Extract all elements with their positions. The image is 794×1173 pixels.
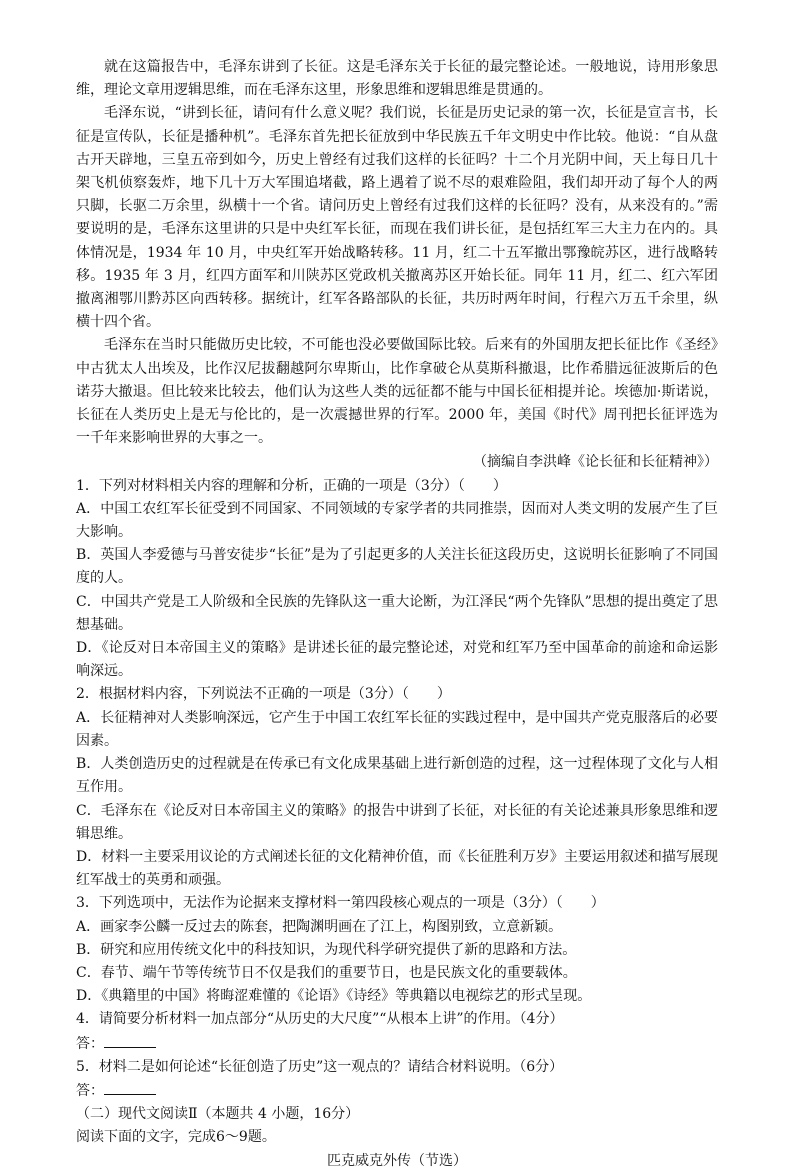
question-stem: 5．材料二是如何论述“长征创造了历史”这一观点的？请结合材料说明。（6分）: [76, 1058, 564, 1075]
document-page: [76, 56, 718, 1173]
question-stem: 1．下列对材料相关内容的理解和分析，正确的一项是（3分）（ ）: [76, 477, 507, 494]
option-a: A．画家李公麟一反过去的陈套，把陶渊明画在了江上，构图别致，立意新颖。: [76, 918, 563, 935]
option-d: D．《典籍里的中国》将晦涩难懂的《论语》《诗经》等典籍以电视综艺的形式呈现。: [76, 988, 592, 1005]
question-1: [76, 475, 718, 684]
option-c: C．中国共产党是工人阶级和全民族的先锋队这一重大论断，为江泽民“两个先锋队”思想的提出奠定了思想基础。: [76, 593, 718, 633]
answer-label: 答：: [76, 1082, 104, 1099]
question-stem: 3．下列选项中，无法作为论据来支撑材料一第四段核心观点的一项是（3分）（ ）: [76, 895, 605, 912]
answer-blank[interactable]: [104, 1032, 156, 1048]
option-c: C．毛泽东在《论反对日本帝国主义的策略》的报告中讲到了长征，对长征的有关论述兼具形象思维和逻辑思维。: [76, 802, 718, 842]
option-b: B．研究和应用传统文化中的科技知识，为现代科学研究提供了新的思路和方法。: [76, 941, 577, 958]
option-c: C．春节、端午节等传统节日不仅是我们的重要节日，也是民族文化的重要载体。: [76, 964, 577, 981]
question-2: [76, 683, 718, 892]
option-a: A．长征精神对人类影响深远，它产生于中国工农红军长征的实践过程中，是中国共产党克服落后的必要因素。: [76, 709, 718, 749]
question-4: [76, 1008, 718, 1055]
question-stem: 2．根据材料内容，下列说法不正确的一项是（3分）（ ）: [76, 686, 451, 703]
paragraph-3: 毛泽东在当时只能做历史比较，不可能也没必要做国际比较。后来有的外国朋友把长征比作《圣经》中古犹太人出埃及，比作汉尼拔翻越阿尔卑斯山，比作拿破仑从莫斯科撤退，比作希腊远征波斯后的色诺芬大撤退。但比较来比较去，他们认为这些人类的远征都不能与中国长征相提并论。埃德加·斯诺说，长征在人类历史上是无与伦比的，是一次震撼世界的行军。2000 年，美国《时代》周刊把长征评选为一千年来影响世界的大事之一。: [76, 337, 718, 447]
answer-line: [76, 1032, 718, 1056]
option-b: B．人类创造历史的过程就是在传承已有文化成果基础上进行新创造的过程，这一过程体现了文化与人相互作用。: [76, 756, 718, 796]
option-d: D．《论反对日本帝国主义的策略》是讲述长征的最完整论述，对党和红军乃至中国革命的前途和命运影响深远。: [76, 640, 718, 680]
reading-instruction: 阅读下面的文字，完成6～9题。: [76, 1129, 276, 1146]
section-heading: （二）现代文阅读Ⅱ（本题共 4 小题，16分）: [76, 1106, 360, 1123]
option-b: B．英国人李爱德与马普安徒步“长征”是为了引起更多的人关注长征这段历史，这说明长征影响了不同国度的人。: [76, 547, 718, 587]
answer-label: 答：: [76, 1035, 104, 1052]
question-5: [76, 1056, 718, 1103]
question-3: [76, 892, 718, 1008]
option-d: D．材料一主要采用议论的方式阐述长征的文化精神价值，而《长征胜利万岁》主要运用叙述和描写展现红军战士的英勇和顽强。: [76, 848, 718, 889]
option-a: A．中国工农红军长征受到不同国家、不同领域的专家学者的共同推崇，因而对人类文明的发展产生了巨大影响。: [76, 500, 718, 541]
paragraph-2: 毛泽东说，“讲到长征，请问有什么意义呢？我们说，长征是历史记录的第一次，长征是宣言书，长征是宣传队，长征是播种机”。毛泽东首先把长征放到中华民族五千年文明史中作比较。他说：“自从盘古开天辟地，三皇五帝到如今，历史上曾经有过我们这样的长征吗？十二个月光阴中间，天上每日几十架飞机侦察轰炸，地下几十万大军围追堵截，路上遇着了说不尽的艰难险阻，我们却开动了每个人的两只脚，长驱二万余里，纵横十一个省。请问历史上曾经有过我们这样的长征吗？没有，从来没有的。”需要说明的是，毛泽东这里讲的只是中央红军长征，而现在我们讲长征，是包括红军三大主力在内的。具体情况是，1934 年 10 月，中央红军开始战略转移。11 月，红二十五军撤出鄂豫皖苏区，进行战略转移。1935 年 3 月，红四方面军和川陕苏区党政机关撤离苏区开始长征。同年 11 月，红二、红六军团撤离湘鄂川黔苏区向西转移。据统计，红军各路部队的长征，共历时两年时间，行程六万五千余里，纵横十四个省。: [76, 105, 718, 331]
source-citation: （摘编自李洪峰《论长征和长征精神》）: [473, 454, 718, 471]
passage-title: 匹克威克外传（节选）: [327, 1152, 467, 1169]
answer-line: [76, 1079, 718, 1103]
question-stem: 4．请简要分析材料一加点部分“从历史的大尺度”“从根本上讲”的作用。（4分）: [76, 1011, 564, 1028]
paragraph-1: 就在这篇报告中，毛泽东讲到了长征。这是毛泽东关于长征的最完整论述。一般地说，诗用形象思维，理论文章用逻辑思维，而在毛泽东这里，形象思维和逻辑思维是贯通的。: [76, 59, 718, 99]
answer-blank[interactable]: [104, 1079, 156, 1095]
